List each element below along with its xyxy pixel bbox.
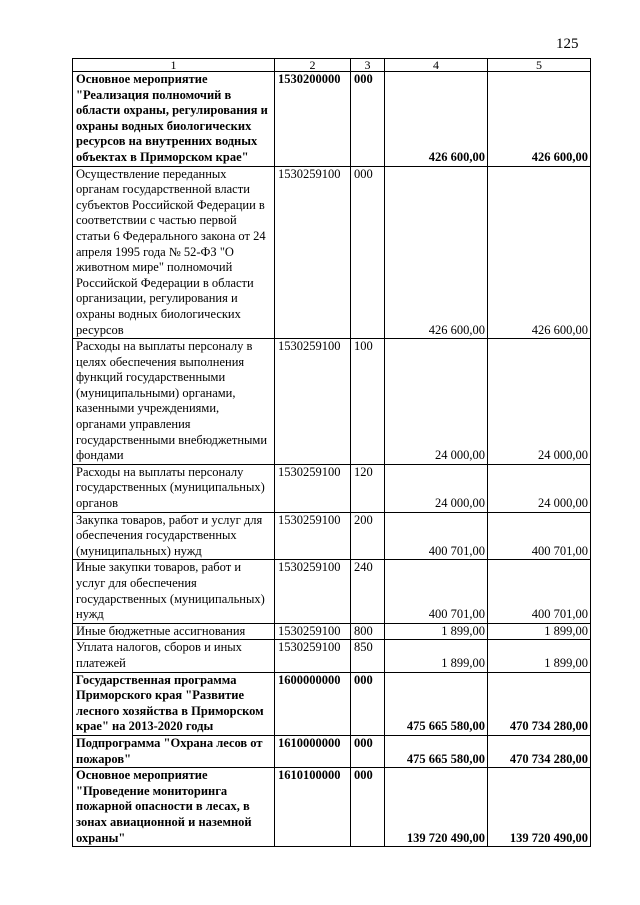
row-code-cell: 1610100000 [275, 768, 351, 847]
row-amount-year2-cell: 400 701,00 [488, 512, 591, 560]
row-code-cell: 1530259100 [275, 464, 351, 512]
row-amount-year1-cell: 475 665 580,00 [385, 672, 488, 735]
row-name-cell: Расходы на выплаты персоналу государственных (муниципальных) органов [73, 464, 275, 512]
header-col-2: 2 [275, 59, 351, 72]
row-code-cell: 1530259100 [275, 640, 351, 672]
row-name-cell: Подпрограмма "Охрана лесов от пожаров" [73, 735, 275, 767]
row-amount-year1-cell: 400 701,00 [385, 512, 488, 560]
table-row [73, 623, 591, 640]
row-type-cell: 800 [351, 623, 385, 640]
header-col-4: 4 [385, 59, 488, 72]
page-number: 125 [556, 36, 579, 52]
table-body [73, 72, 591, 847]
row-type-cell: 240 [351, 560, 385, 623]
row-name-cell: Осуществление переданных органам государственной власти субъектов Российской Федерации в соответствии с частью первой статьи 6 Федерального закона от 24 апреля 1995 года № 52-ФЗ "О животном мире" полномочий Российской Федерации в области организации, регулирования и охраны водных биологических ресурсов [73, 166, 275, 339]
row-type-cell: 000 [351, 672, 385, 735]
table-row [73, 672, 591, 735]
row-amount-year2-cell: 400 701,00 [488, 560, 591, 623]
row-amount-year2-cell: 470 734 280,00 [488, 672, 591, 735]
row-code-cell: 1530259100 [275, 166, 351, 339]
row-code-cell: 1530259100 [275, 560, 351, 623]
header-col-5: 5 [488, 59, 591, 72]
row-type-cell: 000 [351, 72, 385, 167]
table-header-row [73, 59, 591, 72]
row-name-cell: Иные закупки товаров, работ и услуг для обеспечения государственных (муниципальных) нужд [73, 560, 275, 623]
row-amount-year1-cell: 400 701,00 [385, 560, 488, 623]
table-row [73, 560, 591, 623]
row-code-cell: 1610000000 [275, 735, 351, 767]
row-code-cell: 1530200000 [275, 72, 351, 167]
row-code-cell: 1600000000 [275, 672, 351, 735]
row-code-cell: 1530259100 [275, 339, 351, 465]
row-type-cell: 200 [351, 512, 385, 560]
row-amount-year1-cell: 24 000,00 [385, 339, 488, 465]
table-row [73, 464, 591, 512]
row-amount-year2-cell: 1 899,00 [488, 640, 591, 672]
row-amount-year2-cell: 139 720 490,00 [488, 768, 591, 847]
row-amount-year2-cell: 24 000,00 [488, 464, 591, 512]
table-row [73, 339, 591, 465]
row-name-cell: Иные бюджетные ассигнования [73, 623, 275, 640]
table-row [73, 166, 591, 339]
row-name-cell: Расходы на выплаты персоналу в целях обеспечения выполнения функций государственными (муниципальными) органами, казенными учреждениями, органами управления государственными внебюджетными фондами [73, 339, 275, 465]
row-amount-year1-cell: 426 600,00 [385, 72, 488, 167]
row-name-cell: Уплата налогов, сборов и иных платежей [73, 640, 275, 672]
header-col-1: 1 [73, 59, 275, 72]
table-row [73, 512, 591, 560]
budget-table [72, 58, 591, 847]
row-amount-year1-cell: 24 000,00 [385, 464, 488, 512]
row-name-cell: Основное мероприятие "Проведение мониторинга пожарной опасности в лесах, в зонах авиационной и наземной охраны" [73, 768, 275, 847]
row-type-cell: 000 [351, 735, 385, 767]
row-name-cell: Государственная программа Приморского края "Развитие лесного хозяйства в Приморском крае" на 2013-2020 годы [73, 672, 275, 735]
table-row [73, 768, 591, 847]
row-code-cell: 1530259100 [275, 623, 351, 640]
table-row [73, 72, 591, 167]
row-amount-year2-cell: 1 899,00 [488, 623, 591, 640]
row-amount-year2-cell: 470 734 280,00 [488, 735, 591, 767]
header-col-3: 3 [351, 59, 385, 72]
row-amount-year1-cell: 475 665 580,00 [385, 735, 488, 767]
row-amount-year2-cell: 426 600,00 [488, 166, 591, 339]
row-amount-year1-cell: 139 720 490,00 [385, 768, 488, 847]
row-type-cell: 120 [351, 464, 385, 512]
row-name-cell: Закупка товаров, работ и услуг для обеспечения государственных (муниципальных) нужд [73, 512, 275, 560]
row-type-cell: 100 [351, 339, 385, 465]
row-type-cell: 850 [351, 640, 385, 672]
row-type-cell: 000 [351, 166, 385, 339]
row-code-cell: 1530259100 [275, 512, 351, 560]
row-amount-year1-cell: 1 899,00 [385, 623, 488, 640]
table-row [73, 735, 591, 767]
row-type-cell: 000 [351, 768, 385, 847]
row-amount-year1-cell: 1 899,00 [385, 640, 488, 672]
row-amount-year2-cell: 24 000,00 [488, 339, 591, 465]
row-amount-year1-cell: 426 600,00 [385, 166, 488, 339]
row-amount-year2-cell: 426 600,00 [488, 72, 591, 167]
table-row [73, 640, 591, 672]
row-name-cell: Основное мероприятие "Реализация полномочий в области охраны, регулирования и охраны водных биологических ресурсов на внутренних водных объектах в Приморском крае" [73, 72, 275, 167]
